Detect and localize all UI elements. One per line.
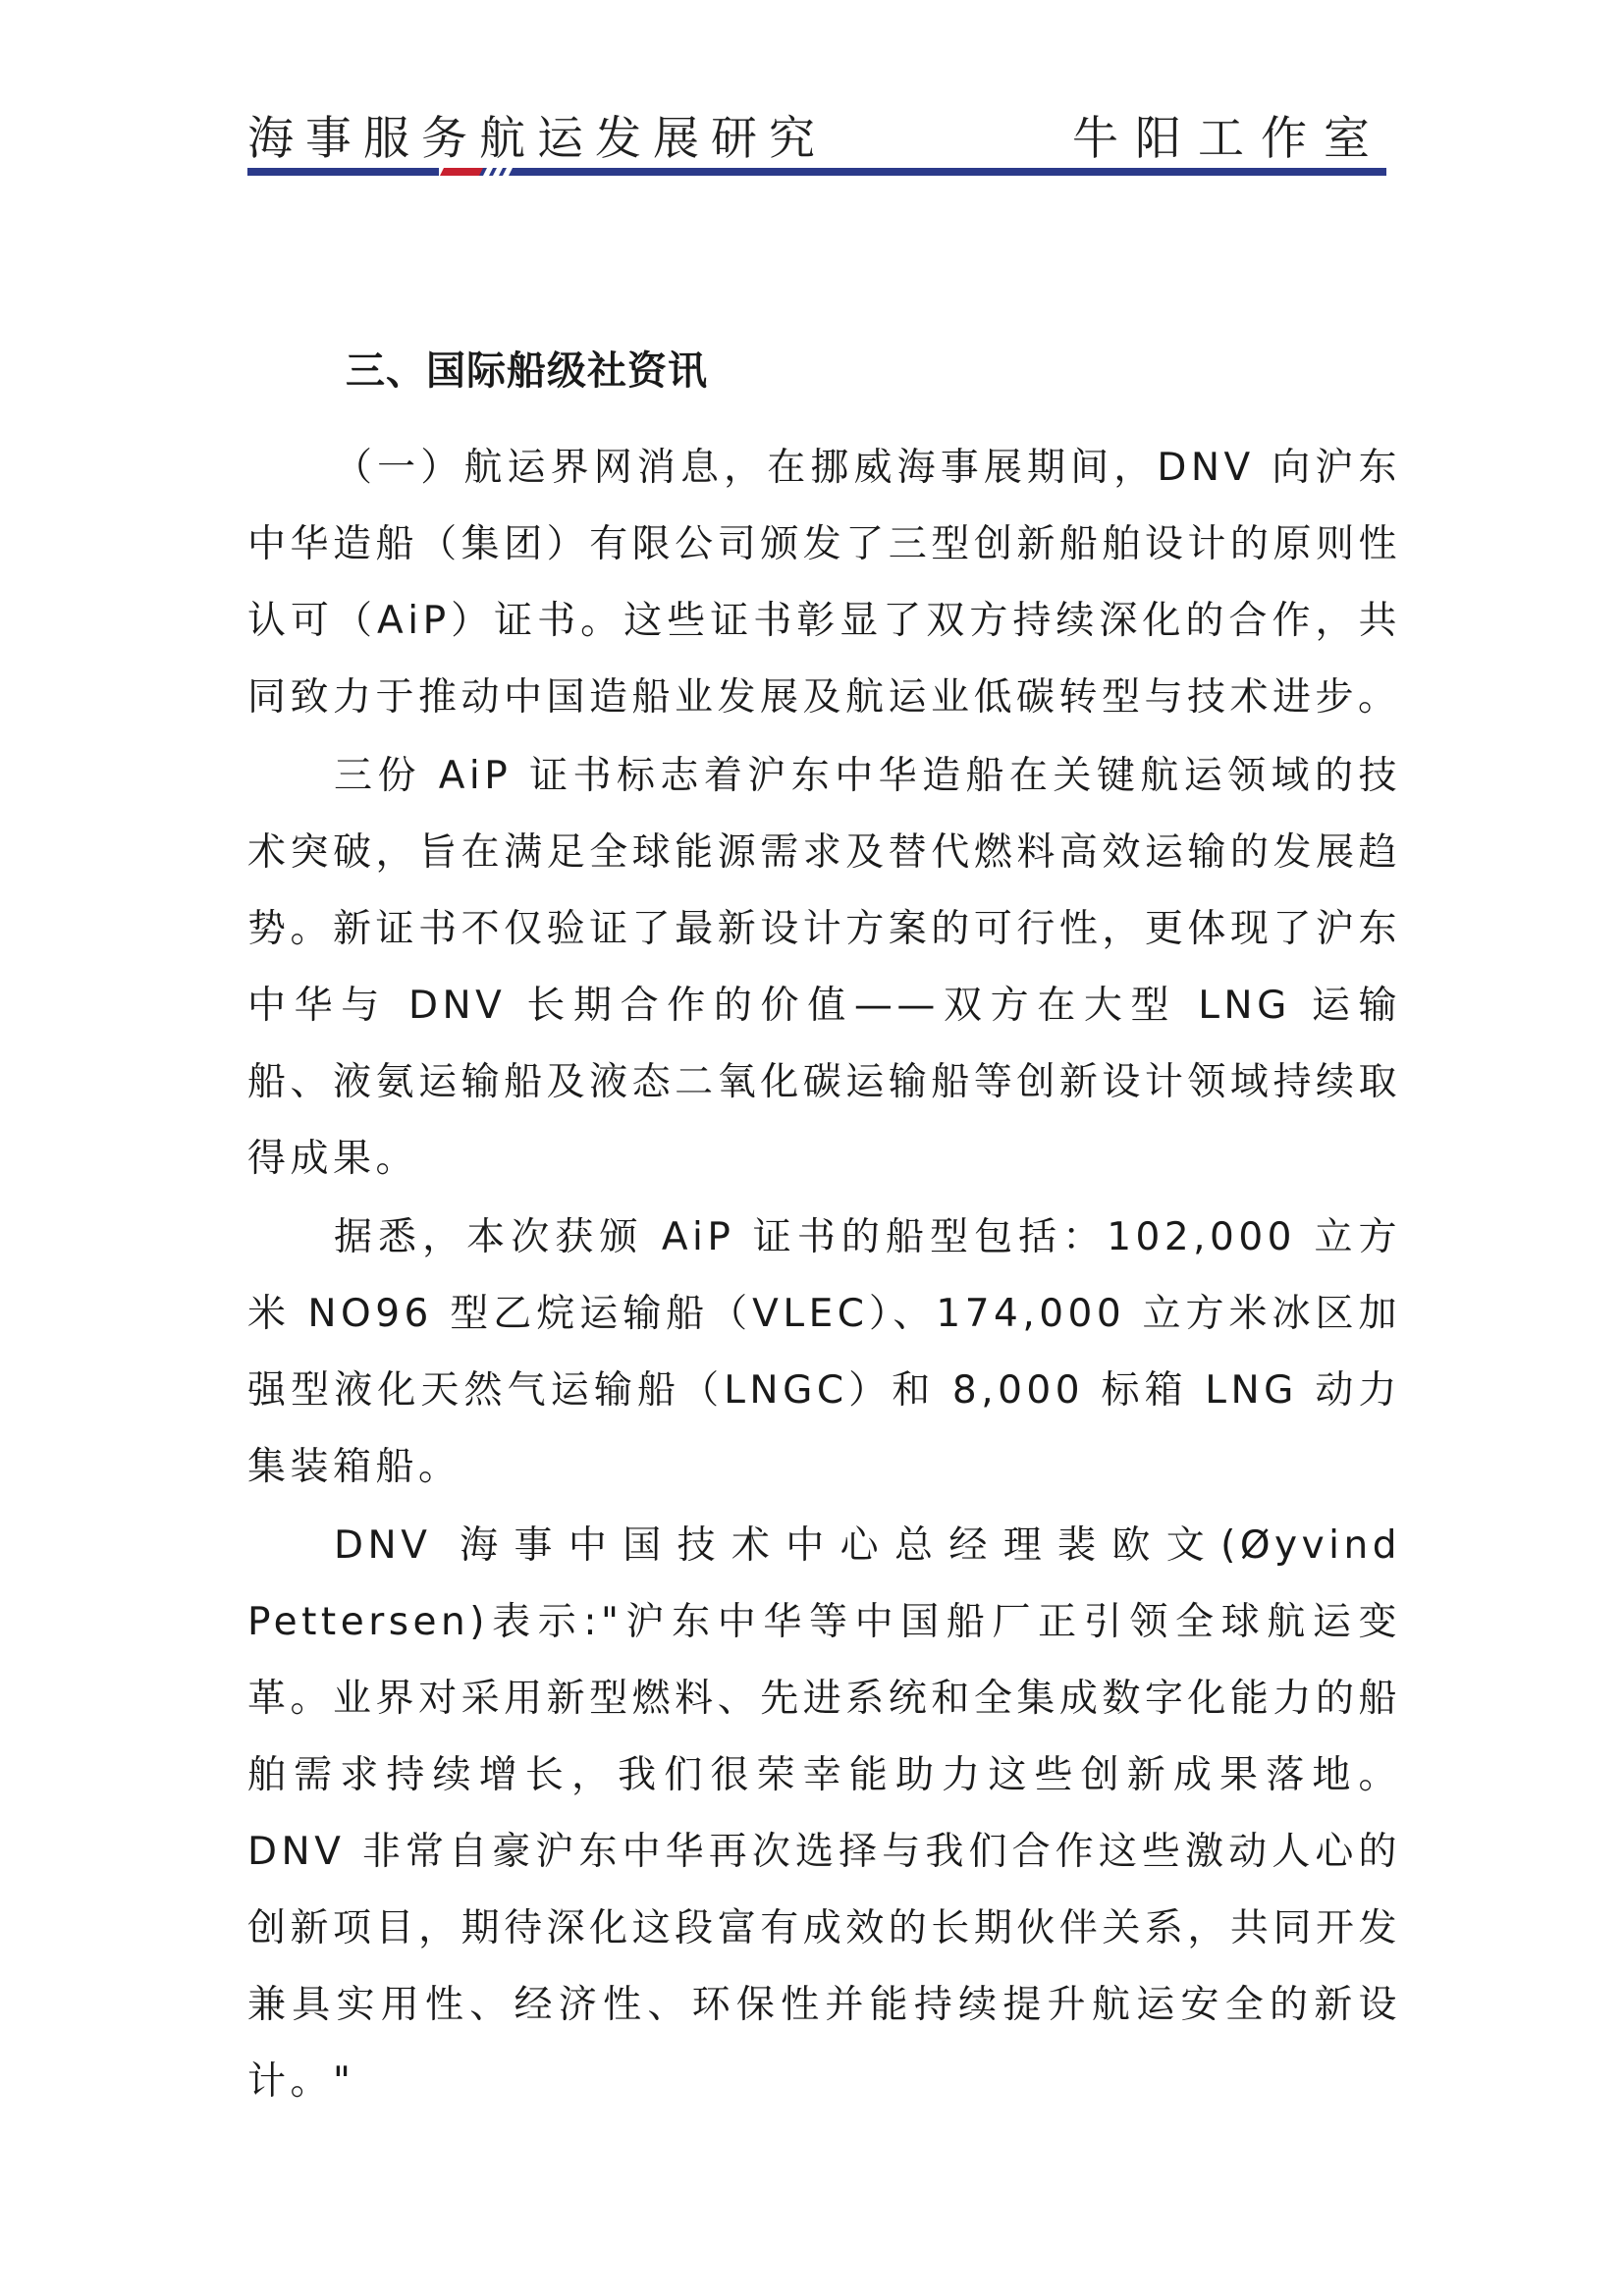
page-header (247, 96, 1386, 179)
header-divider-accent-red (440, 168, 483, 176)
article-body (247, 332, 1401, 2120)
paragraph-4: DNV 海事中国技术中心总经理裴欧文(Øyvind Pettersen)表示:"沪东中华等中国船厂正引领全球航运变革。业界对采用新型燃料、先进系统和全集成数字化能力的船舶需求持续增长，我们很荣幸能助力这些创新成果落地。DNV 非常自豪沪东中华再次选择与我们合作这些激动人心的创新项目，期待深化这段富有成效的长期伙伴关系，共同开发兼具实用性、经济性、环保性并能持续提升航运安全的新设计。" (247, 1523, 1401, 2104)
paragraph-3: 据悉，本次获颁 AiP 证书的船型包括：102,000 立方米 NO96 型乙烷运输船（VLEC）、174,000 立方米冰区加强型液化天然气运输船（LNGC）和 8,000 标箱 LNG 动力集装箱船。 (247, 1215, 1401, 1489)
header-left-title: 海事服务航运发展研究 (247, 112, 827, 166)
section-heading: 三、国际船级社资讯 (346, 348, 708, 394)
paragraph-2: 三份 AiP 证书标志着沪东中华造船在关键航运领域的技术突破，旨在满足全球能源需求及替代燃料高效运输的发展趋势。新证书不仅验证了最新设计方案的可行性，更体现了沪东中华与 DNV 长期合作的价值——双方在大型 LNG 运输船、液氨运输船及液态二氧化碳运输船等创新设计领域持续取得成果。 (247, 754, 1401, 1181)
header-divider-main (247, 168, 1386, 176)
header-divider (247, 168, 1386, 176)
header-right-title: 牛阳工作室 (1072, 112, 1386, 166)
paragraph-1: （一）航运界网消息，在挪威海事展期间，DNV 向沪东中华造船（集团）有限公司颁发了三型创新船舶设计的原则性认可（AiP）证书。这些证书彰显了双方持续深化的合作，共同致力于推动中国造船业发展及航运业低碳转型与技术进步。 (247, 446, 1401, 720)
